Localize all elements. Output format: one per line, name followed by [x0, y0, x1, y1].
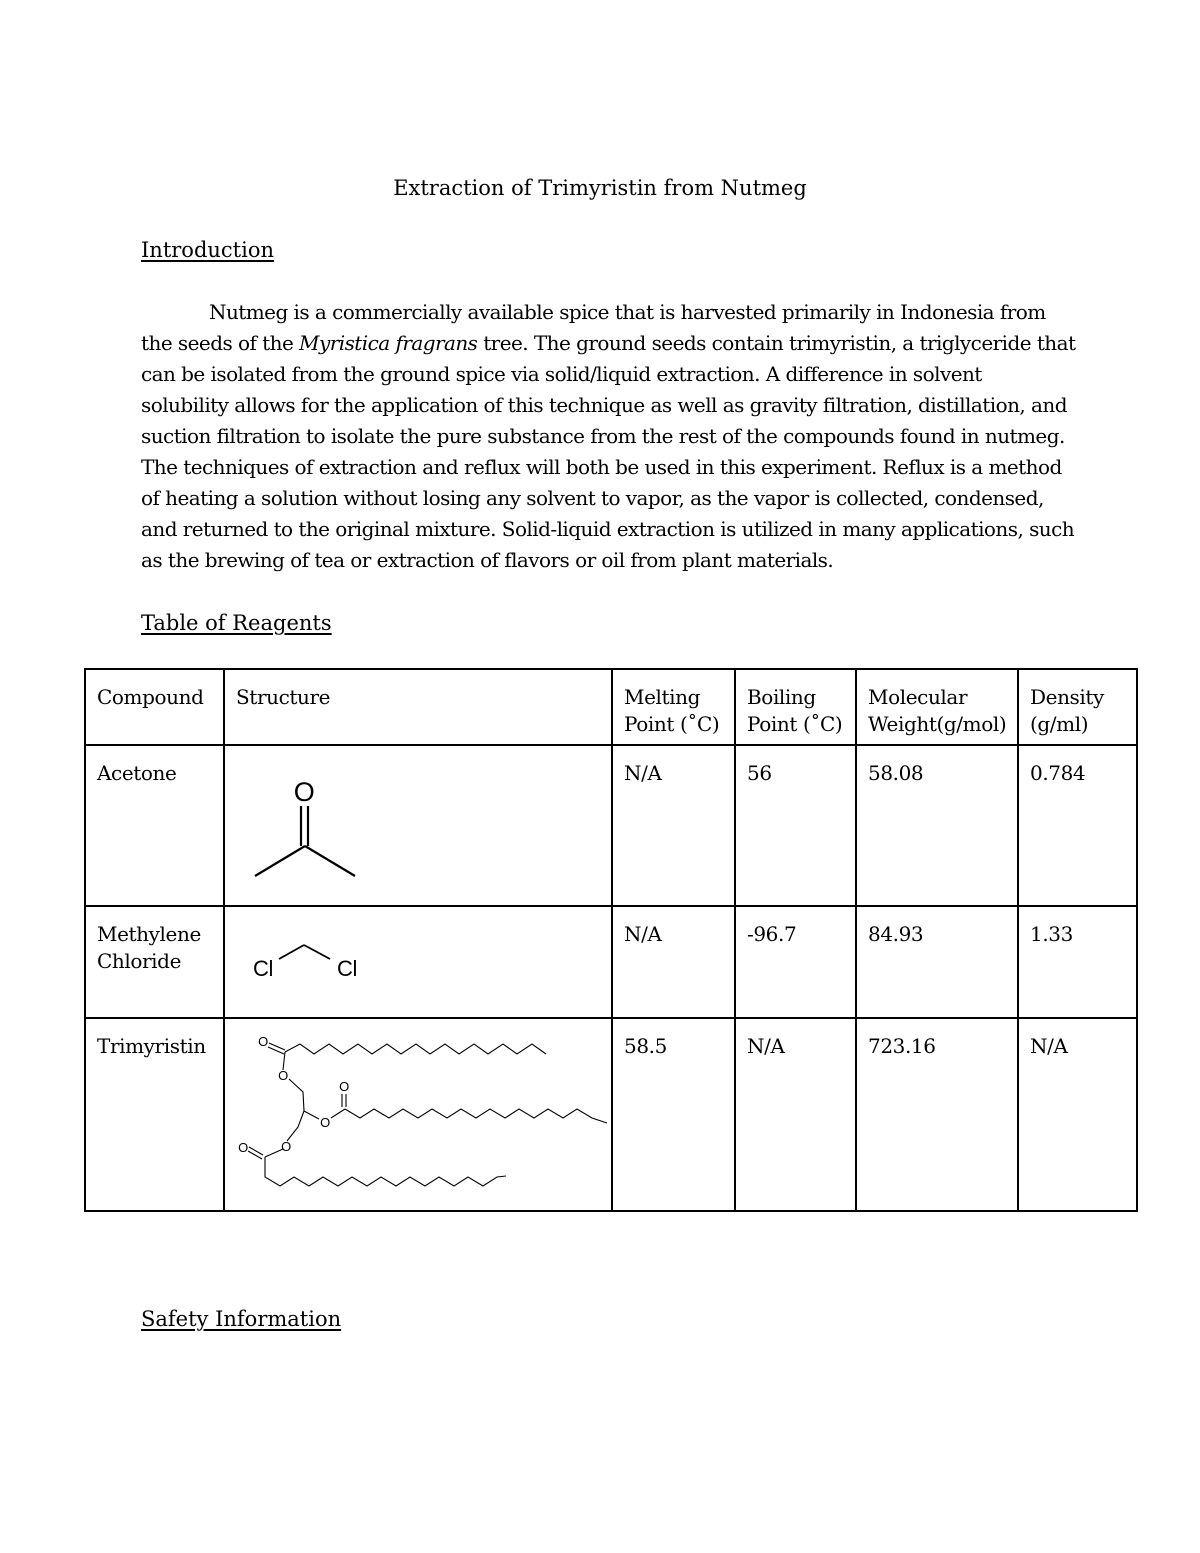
reagents-table: [84, 668, 1138, 1212]
molecular-weight: 84.93: [856, 906, 1018, 1018]
table-of-reagents-heading: Table of Reagents: [141, 611, 332, 635]
melting-point: 58.5: [612, 1018, 735, 1211]
header-density: Density (g/ml): [1018, 669, 1137, 745]
oxygen-label: O: [278, 1068, 288, 1083]
boiling-point: -96.7: [735, 906, 856, 1018]
safety-information-heading: Safety Information: [141, 1307, 342, 1331]
table-header-row: [85, 669, 1137, 745]
structure-cell: [224, 906, 612, 1018]
intro-line: Nutmeg is a commercially available spice that is harvested primarily in Indonesia from: [209, 300, 1046, 324]
species-name: Myristica fragrans: [299, 331, 478, 355]
boiling-point: N/A: [735, 1018, 856, 1211]
intro-line: suction filtration to isolate the pure substance from the rest of the compounds found in nutmeg.: [141, 424, 1065, 448]
melting-point: N/A: [612, 906, 735, 1018]
table-row: [85, 906, 1137, 1018]
header-boiling-point: Boiling Point (˚C): [735, 669, 856, 745]
header-melting-point: Melting Point (˚C): [612, 669, 735, 745]
introduction-paragraph: [141, 297, 1101, 576]
structure-cell: [224, 745, 612, 906]
intro-line: as the brewing of tea or extraction of flavors or oil from plant materials.: [141, 548, 834, 572]
introduction-heading: Introduction: [141, 238, 274, 262]
intro-line: the seeds of the Myristica fragrans tree. The ground seeds contain trimyristin, a triglyceride that: [141, 331, 1076, 355]
methylene-chloride-structure: [225, 907, 611, 1016]
oxygen-label: O: [293, 777, 315, 807]
oxygen-label: O: [258, 1034, 268, 1049]
intro-line: and returned to the original mixture. Solid-liquid extraction is utilized in many applications, such: [141, 517, 1075, 541]
intro-line: solubility allows for the application of this technique as well as gravity filtration, distillation, and: [141, 393, 1067, 417]
density: 0.784: [1018, 745, 1137, 906]
header-structure: Structure: [224, 669, 612, 745]
boiling-point: 56: [735, 745, 856, 906]
structure-cell: [224, 1018, 612, 1211]
compound-name: Trimyristin: [85, 1018, 224, 1211]
header-compound: Compound: [85, 669, 224, 745]
molecular-weight: 723.16: [856, 1018, 1018, 1211]
density: N/A: [1018, 1018, 1137, 1211]
intro-line: of heating a solution without losing any solvent to vapor, as the vapor is collected, condensed,: [141, 486, 1044, 510]
header-molecular-weight: Molecular Weight(g/mol): [856, 669, 1018, 745]
oxygen-label: O: [339, 1079, 349, 1094]
chlorine-label: Cl: [337, 956, 357, 981]
oxygen-label: O: [320, 1115, 330, 1130]
chlorine-label: Cl: [253, 956, 273, 981]
intro-line: can be isolated from the ground spice via solid/liquid extraction. A difference in solvent: [141, 362, 982, 386]
intro-line: The techniques of extraction and reflux will both be used in this experiment. Reflux is a method: [141, 455, 1062, 479]
compound-name: Methylene Chloride: [85, 906, 224, 1018]
oxygen-label: O: [238, 1140, 248, 1155]
oxygen-label: O: [281, 1139, 291, 1154]
molecular-weight: 58.08: [856, 745, 1018, 906]
table-row: [85, 1018, 1137, 1211]
density: 1.33: [1018, 906, 1137, 1018]
table-row: [85, 745, 1137, 906]
page-title: Extraction of Trimyristin from Nutmeg: [393, 176, 807, 200]
melting-point: N/A: [612, 745, 735, 906]
acetone-structure: [225, 746, 611, 904]
trimyristin-structure: [225, 1019, 611, 1209]
compound-name: Acetone: [85, 745, 224, 906]
